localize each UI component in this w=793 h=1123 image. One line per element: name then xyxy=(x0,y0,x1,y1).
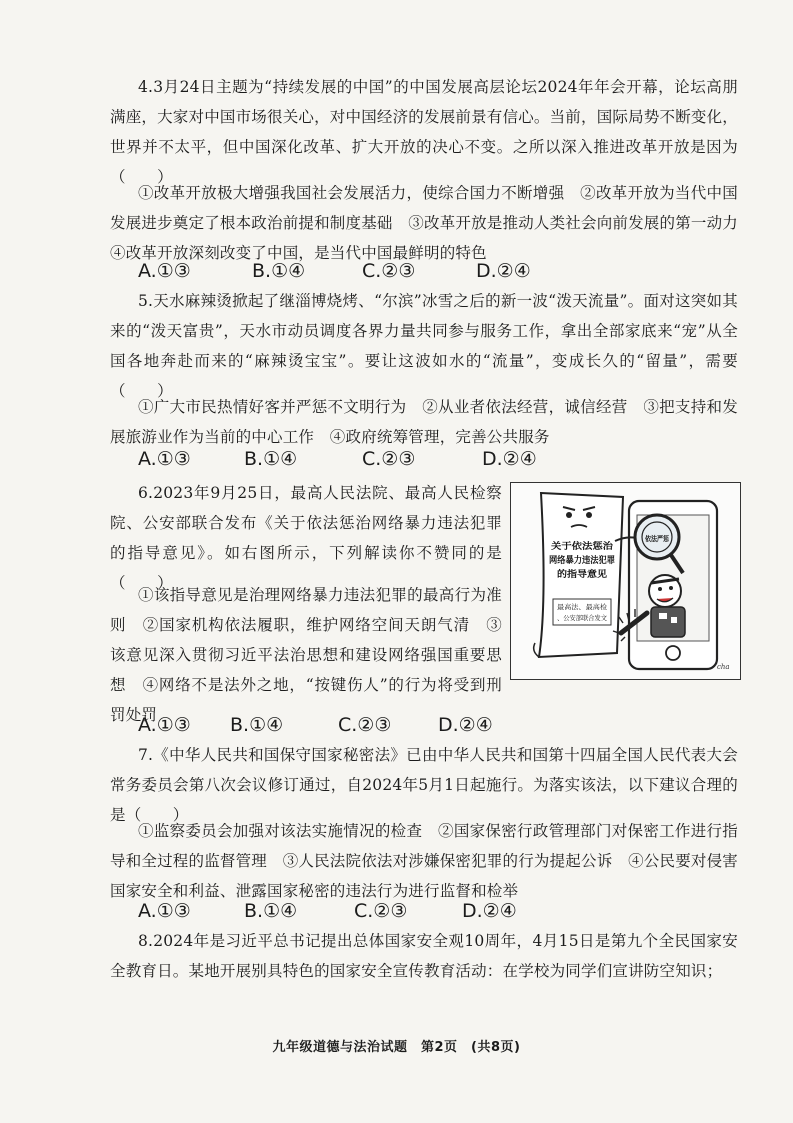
question-7-stem: 7.《中华人民共和国保守国家秘密法》已由中华人民共和国第十四届全国人民代表大会常务委员会第八次会议修订通过，自2024年5月1日起施行。为落实该法，以下建议合理的是（ ） xyxy=(110,746,738,824)
cartoon-illustration xyxy=(511,483,740,679)
question-4-stem: 4.3月24日主题为“持续发展的中国”的中国发展高层论坛2024年年会开幕，论坛高朋满座，大家对中国市场很关心，对中国经济的发展前景有信心。当前，国际局势不断变化，世界并不太平，但中国深化改革、扩大开放的决心不变。之所以深入推进改革开放是因为（ ） xyxy=(110,78,739,186)
option-d[interactable]: D.②④ xyxy=(462,900,517,922)
question-6-statements: ①该指导意见是治理网络暴力违法犯罪的最高行为准则 ②国家机构依法履职，维护网络空间天朗气清 ③该意见深入贯彻习近平法治思想和建设网络强国重要思想 ④网络不是法外之地，“按键伤人”的行为将受到刑罚处罚 xyxy=(110,586,502,724)
stamp-text: 依法严惩 xyxy=(645,535,673,543)
option-c[interactable]: C.②③ xyxy=(354,900,408,922)
option-b[interactable]: B.①④ xyxy=(244,900,298,922)
option-c[interactable]: C.②③ xyxy=(362,448,416,470)
doc-title-line-3: 的指导意见 xyxy=(557,570,603,580)
question-5-stem: 5.天水麻辣烫掀起了继淄博烧烤、“尔滨”冰雪之后的新一波“泼天流量”。面对这突如其来的“泼天富贵”，天水市动员调度各界力量共同参与服务工作，拿出全部家底来“宠”从全国各地奔赴而来的“麻辣烫宝宝”。要让这波如水的“流量”，变成长久的“留量”，需要（ ） xyxy=(110,292,738,400)
option-a[interactable]: A.①③ xyxy=(138,714,191,736)
option-d[interactable]: D.②④ xyxy=(476,260,531,282)
option-d[interactable]: D.②④ xyxy=(482,448,537,470)
option-a[interactable]: A.①③ xyxy=(138,260,191,282)
option-b[interactable]: B.①④ xyxy=(252,260,306,282)
page-footer: 九年级道德与法治试题 第2页 (共8页) xyxy=(272,1040,521,1055)
doc-title-line-1: 关于依法惩治 xyxy=(551,542,606,552)
option-b[interactable]: B.①④ xyxy=(230,714,284,736)
option-c[interactable]: C.②③ xyxy=(362,260,416,282)
doc-title-line-2: 网络暴力违法犯罪 xyxy=(549,556,622,566)
option-c[interactable]: C.②③ xyxy=(338,714,392,736)
question-4-statements: ①改革开放极大增强我国社会发展活力，使综合国力不断增强 ②改革开放为当代中国发展进步奠定了根本政治前提和制度基础 ③改革开放是推动人类社会向前发展的第一动力 ④改革开放深刻改变了中国，是当代中国最鲜明的特色 xyxy=(110,184,754,262)
cartoon-figure xyxy=(510,482,741,680)
question-6-stem: 6.2023年9月25日，最高人民法院、最高人民检察院、公安部联合发布《关于依法惩治网络暴力违法犯罪的指导意见》。如右图所示，下列解读你不赞同的是（ ） xyxy=(110,484,502,592)
option-a[interactable]: A.①③ xyxy=(138,900,191,922)
question-5-statements: ①广大市民热情好客并严惩不文明行为 ②从业者依法经营，诚信经营 ③把支持和发展旅游业作为当前的中心工作 ④政府统筹管理，完善公共服务 xyxy=(110,398,738,446)
signature: cha xyxy=(717,663,730,671)
question-7-statements: ①监察委员会加强对该法实施情况的检查 ②国家保密行政管理部门对保密工作进行指导和全过程的监督管理 ③人民法院依法对涉嫌保密犯罪的行为提起公诉 ④公民要对侵害国家安全和利益、泄露国家秘密的违法行为进行监督和检举 xyxy=(110,822,739,900)
option-b[interactable]: B.①④ xyxy=(244,448,298,470)
question-8-stem: 8.2024年是习近平总书记提出总体国家安全观10周年，4月15日是第九个全民国家安全教育日。某地开展别具特色的国家安全宣传教育活动：在学校为同学们宣讲防空知识； xyxy=(110,932,738,980)
doc-subtitle-line-1: 最高法、最高检 xyxy=(557,603,603,611)
option-a[interactable]: A.①③ xyxy=(138,448,191,470)
option-d[interactable]: D.②④ xyxy=(438,714,493,736)
doc-subtitle-line-2: 、公安部联合发文 xyxy=(557,614,609,622)
